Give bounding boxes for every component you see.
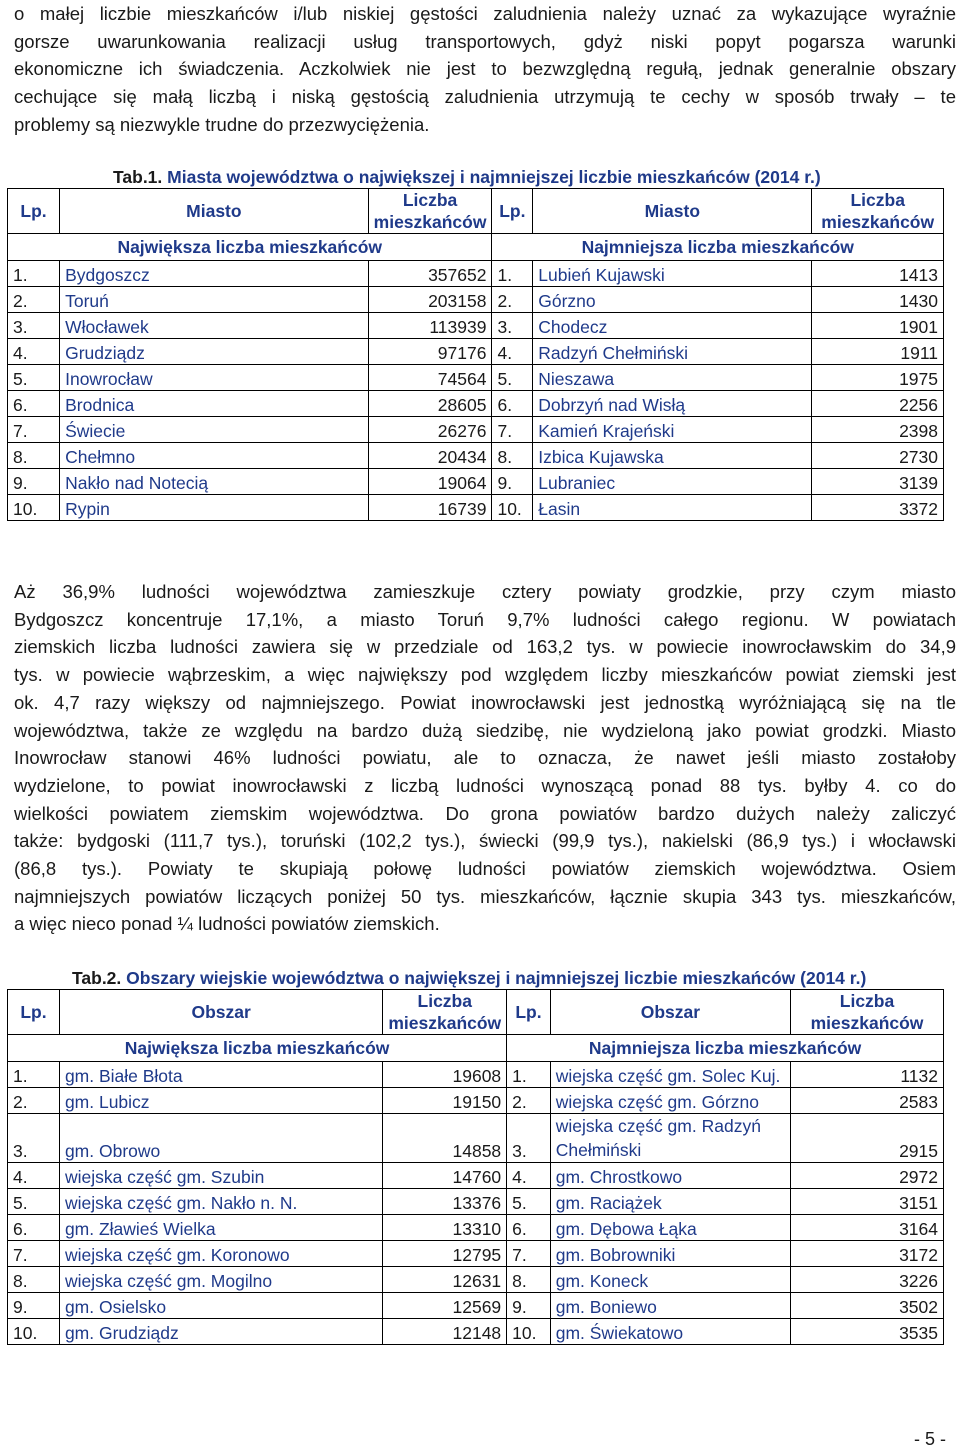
cell-lp2: 4.: [507, 1163, 551, 1189]
cell-lp: 4.: [8, 339, 60, 365]
table-row: [8, 1215, 944, 1241]
cell-name2: Dobrzyń nad Wisłą: [533, 391, 812, 417]
cell-name: wiejska część gm. Mogilno: [59, 1267, 382, 1293]
paragraph-line: ziemskich liczba ludności zawiera się w przedziale od 163,2 tys. w powiecie inowrocławskim do 34,9: [14, 636, 956, 658]
col-value: [812, 189, 944, 234]
cell-lp2: 5.: [507, 1189, 551, 1215]
paragraph-line: cechujące się małą liczbą i niską gęstością zaludnienia utrzymują te cechy w sposób trwały – te: [14, 86, 956, 108]
cell-lp: 5.: [8, 1189, 60, 1215]
cell-lp2: 1.: [507, 1062, 551, 1088]
cell-name2: Chodecz: [533, 313, 812, 339]
cities-table: [7, 188, 944, 521]
cell-name2: gm. Bobrowniki: [550, 1241, 790, 1267]
paragraph-line: ekonomiczne ich świadczenia. Aczkolwiek nie jest to bezwzględną regułą, jednak generalnie obszary: [14, 58, 956, 80]
analysis-paragraph: [14, 578, 956, 938]
col-name: Miasto: [533, 189, 812, 234]
cell-lp2: 8.: [507, 1267, 551, 1293]
col-value: [368, 189, 492, 234]
group-largest: Największa liczba mieszkańców: [8, 1035, 507, 1062]
col-value-line2: mieszkańców: [821, 212, 935, 232]
cell-lp2: 7.: [507, 1241, 551, 1267]
cell-value2: 3172: [791, 1241, 944, 1267]
col-value: [383, 990, 507, 1035]
table-row: [8, 287, 944, 313]
cell-lp2: 7.: [492, 417, 533, 443]
cell-value2: 1901: [812, 313, 944, 339]
table-row: [8, 417, 944, 443]
cell-value2: 3164: [791, 1215, 944, 1241]
cell-lp: 8.: [8, 1267, 60, 1293]
table2-caption-text: Obszary wiejskie województwa o największej i najmniejszej liczbie mieszkańców (2014 r.): [126, 968, 867, 988]
col-value: [791, 990, 944, 1035]
cell-value2: 2583: [791, 1088, 944, 1114]
table-row: [8, 1114, 944, 1163]
table-row: [8, 261, 944, 287]
cell-name2: Radzyń Chełmiński: [533, 339, 812, 365]
cell-lp: 1.: [8, 1062, 60, 1088]
cell-lp2: 4.: [492, 339, 533, 365]
cell-value2: 1975: [812, 365, 944, 391]
cell-name: gm. Lubicz: [59, 1088, 382, 1114]
col-value-line1: Liczba: [417, 991, 472, 1011]
table-row: [8, 1062, 944, 1088]
cell-value2: 3139: [812, 469, 944, 495]
cell-lp: 9.: [8, 1293, 60, 1319]
cell-lp2: 1.: [492, 261, 533, 287]
cell-lp: 5.: [8, 365, 60, 391]
cell-lp: 1.: [8, 261, 60, 287]
cell-name: Bydgoszcz: [60, 261, 369, 287]
paragraph-line: wydzielone, to powiat inowrocławski z liczbą ludności wynoszącą ponad 88 tys. byłby 4. co do: [14, 774, 956, 796]
cell-name: gm. Zławieś Wielka: [59, 1215, 382, 1241]
cell-value2: 2256: [812, 391, 944, 417]
cell-value2: 1430: [812, 287, 944, 313]
cell-value2: 2398: [812, 417, 944, 443]
cell-name2: Nieszawa: [533, 365, 812, 391]
cell-name: wiejska część gm. Szubin: [59, 1163, 382, 1189]
cell-name: gm. Obrowo: [59, 1114, 382, 1163]
cell-name: gm. Osielsko: [59, 1293, 382, 1319]
col-value-line2: mieszkańców: [810, 1013, 924, 1033]
paragraph-line: Aż 36,9% ludności województwa zamieszkuje cztery powiaty grodzkie, przy czym miasto: [14, 581, 956, 602]
cell-value2: 2972: [791, 1163, 944, 1189]
cell-name2-line2: Chełmiński: [555, 1140, 642, 1160]
col-value-line1: Liczba: [839, 991, 895, 1011]
cell-name2: gm. Koneck: [550, 1267, 790, 1293]
cell-name2: Górzno: [533, 287, 812, 313]
cell-name2: gm. Raciążek: [550, 1189, 790, 1215]
cell-lp2: 3.: [507, 1114, 551, 1163]
cell-value: 12569: [383, 1293, 507, 1319]
table-row: [8, 469, 944, 495]
table-group-row: [8, 1035, 944, 1062]
cell-value: 113939: [368, 313, 492, 339]
paragraph-line: województwa, także ze względu na bardzo dużą siedzibę, nie wydzieloną jako powiat grodzki. Miasto: [14, 719, 956, 741]
paragraph-line: problemy są niezwykle trudne do przezwyciężenia.: [14, 113, 430, 135]
cell-name: Chełmno: [60, 443, 369, 469]
col-name: Obszar: [550, 990, 790, 1035]
cell-name: gm. Grudziądz: [59, 1319, 382, 1345]
paragraph-line: (86,8 tys.). Powiaty te skupiają połowę ludności powiatów ziemskich województwa. Osiem: [14, 858, 956, 880]
cell-name: Toruń: [60, 287, 369, 313]
cell-value: 12795: [383, 1241, 507, 1267]
cell-lp2: 10.: [492, 495, 533, 521]
cell-value: 13310: [383, 1215, 507, 1241]
cell-lp: 6.: [8, 1215, 60, 1241]
cell-value: 26276: [368, 417, 492, 443]
cell-lp2: 6.: [492, 391, 533, 417]
table-group-row: [8, 234, 944, 261]
col-lp: Lp.: [507, 990, 551, 1035]
cell-value2: 3535: [791, 1319, 944, 1345]
cell-name: gm. Białe Błota: [59, 1062, 382, 1088]
col-value-line2: mieszkańców: [388, 1013, 502, 1033]
paragraph-line: także: bydgoski (111,7 tys.), toruński (102,2 tys.), świecki (99,9 tys.), nakielski (86,9 tys.) i włocławski: [14, 830, 956, 852]
cell-name2: wiejska część gm. Solec Kuj.: [550, 1062, 790, 1088]
col-value-line2: mieszkańców: [373, 212, 487, 232]
col-value-line1: Liczba: [850, 190, 905, 210]
cell-value: 357652: [368, 261, 492, 287]
paragraph-line: Inowrocław stanowi 46% ludności powiatu, ale to oznacza, że nawet jeśli miasto zostałoby: [14, 747, 956, 769]
cell-lp: 7.: [8, 1241, 60, 1267]
group-largest: Największa liczba mieszkańców: [8, 234, 492, 261]
col-name: Miasto: [60, 189, 369, 234]
cell-value: 19150: [383, 1088, 507, 1114]
cell-name2: [550, 1114, 790, 1163]
table-row: [8, 1319, 944, 1345]
group-smallest: Najmniejsza liczba mieszkańców: [492, 234, 944, 261]
cell-name2: gm. Dębowa Łąka: [550, 1215, 790, 1241]
cell-value2: 2915: [791, 1114, 944, 1163]
cell-value2: 3151: [791, 1189, 944, 1215]
cell-lp: 7.: [8, 417, 60, 443]
cell-lp2: 10.: [507, 1319, 551, 1345]
col-lp: Lp.: [492, 189, 533, 234]
cell-name2: gm. Świekatowo: [550, 1319, 790, 1345]
cell-lp: 9.: [8, 469, 60, 495]
cell-lp: 8.: [8, 443, 60, 469]
cell-name2: gm. Chrostkowo: [550, 1163, 790, 1189]
cell-name2: Izbica Kujawska: [533, 443, 812, 469]
page-number: - 5 -: [913, 1429, 946, 1449]
table1-caption-text: Miasta województwa o największej i najmniejszej liczbie mieszkańców (2014 r.): [167, 167, 821, 187]
cell-value2: 3226: [791, 1267, 944, 1293]
paragraph-line: a więc nieco ponad ¼ ludności powiatów ziemskich.: [14, 913, 440, 935]
col-lp: Lp.: [8, 189, 60, 234]
table-row: [8, 313, 944, 339]
cell-value: 28605: [368, 391, 492, 417]
table-row: [8, 1293, 944, 1319]
table2-caption: [72, 968, 866, 989]
cell-name: Rypin: [60, 495, 369, 521]
table-row: [8, 339, 944, 365]
cell-lp2: 2.: [492, 287, 533, 313]
cell-value: 97176: [368, 339, 492, 365]
cell-lp: 2.: [8, 1088, 60, 1114]
cell-name: Włocławek: [60, 313, 369, 339]
cell-name2: Łasin: [533, 495, 812, 521]
cell-name: Nakło nad Notecią: [60, 469, 369, 495]
table-row: [8, 1088, 944, 1114]
cell-name2: Lubraniec: [533, 469, 812, 495]
cell-name2: Lubień Kujawski: [533, 261, 812, 287]
cell-name2: Kamień Krajeński: [533, 417, 812, 443]
cell-value2: 2730: [812, 443, 944, 469]
rural-areas-table: [7, 989, 944, 1345]
cell-lp2: 3.: [492, 313, 533, 339]
cell-lp: 4.: [8, 1163, 60, 1189]
cell-value2: 3372: [812, 495, 944, 521]
intro-paragraph: [14, 0, 956, 139]
cell-name: Inowrocław: [60, 365, 369, 391]
cell-name: Grudziądz: [60, 339, 369, 365]
cell-lp2: 5.: [492, 365, 533, 391]
cell-lp2: 6.: [507, 1215, 551, 1241]
table-row: [8, 495, 944, 521]
table-row: [8, 1163, 944, 1189]
cell-lp2: 9.: [507, 1293, 551, 1319]
cell-value2: 3502: [791, 1293, 944, 1319]
cell-value: 19064: [368, 469, 492, 495]
table1-caption: [113, 167, 821, 188]
paragraph-line: najmniejszych powiatów liczących poniżej 50 tys. mieszkańców, łącznie skupia 343 tys. mieszkańców,: [14, 885, 956, 907]
table-row: [8, 365, 944, 391]
cell-value2: 1413: [812, 261, 944, 287]
table-row: [8, 391, 944, 417]
cell-lp: 6.: [8, 391, 60, 417]
cell-name: Świecie: [60, 417, 369, 443]
cell-name2: wiejska część gm. Górzno: [550, 1088, 790, 1114]
cell-name: wiejska część gm. Nakło n. N.: [59, 1189, 382, 1215]
cell-lp2: 9.: [492, 469, 533, 495]
paragraph-line: ok. 4,7 razy większy od najmniejszego. Powiat inowrocławski jest jednostką wyróżniającą się na tle: [14, 691, 956, 713]
col-lp: Lp.: [8, 990, 60, 1035]
group-smallest: Najmniejsza liczba mieszkańców: [507, 1035, 944, 1062]
cell-name: Brodnica: [60, 391, 369, 417]
cell-value: 19608: [383, 1062, 507, 1088]
table-header-row: [8, 189, 944, 234]
paragraph-line: gorsze uwarunkowania realizacji usług transportowych, gdyż niski popyt pogarsza warunki: [14, 30, 956, 52]
cell-value: 14760: [383, 1163, 507, 1189]
table-row: [8, 1241, 944, 1267]
cell-lp: 10.: [8, 1319, 60, 1345]
cell-value2: 1911: [812, 339, 944, 365]
col-value-line1: Liczba: [402, 190, 458, 210]
cell-value2: 1132: [791, 1062, 944, 1088]
paragraph-line: wielkości powiatem ziemskim województwa. Do grona powiatów bardzo dużych należy zaliczyć: [14, 802, 956, 824]
paragraph-line: Bydgoszcz koncentruje 17,1%, a miasto Toruń 9,7% ludności całego regionu. W powiatach: [14, 608, 956, 630]
cell-name: wiejska część gm. Koronowo: [59, 1241, 382, 1267]
cell-name2: gm. Boniewo: [550, 1293, 790, 1319]
cell-value: 12148: [383, 1319, 507, 1345]
cell-lp: 3.: [8, 1114, 60, 1163]
table1-caption-prefix: Tab.1.: [113, 167, 163, 187]
cell-lp: 2.: [8, 287, 60, 313]
table-row: [8, 1189, 944, 1215]
cell-value: 12631: [383, 1267, 507, 1293]
cell-lp2: 8.: [492, 443, 533, 469]
table2-caption-prefix: Tab.2.: [72, 968, 122, 988]
table-row: [8, 1267, 944, 1293]
cell-lp2: 2.: [507, 1088, 551, 1114]
table-header-row: [8, 990, 944, 1035]
cell-value: 203158: [368, 287, 492, 313]
cell-value: 14858: [383, 1114, 507, 1163]
table-row: [8, 443, 944, 469]
cell-name2-line1: wiejska część gm. Radzyń: [555, 1116, 761, 1136]
cell-lp: 3.: [8, 313, 60, 339]
cell-value: 13376: [383, 1189, 507, 1215]
cell-value: 20434: [368, 443, 492, 469]
cell-value: 16739: [368, 495, 492, 521]
cell-value: 74564: [368, 365, 492, 391]
paragraph-line: o małej liczbie mieszkańców i/lub niskiej gęstości zaludnienia należy uznać za wykazujące wyraźnie: [14, 3, 956, 24]
col-name: Obszar: [59, 990, 382, 1035]
cell-lp: 10.: [8, 495, 60, 521]
paragraph-line: tys. w powiecie wąbrzeskim, a więc największy pod względem liczby mieszkańców powiat ziemski jest: [14, 664, 956, 686]
